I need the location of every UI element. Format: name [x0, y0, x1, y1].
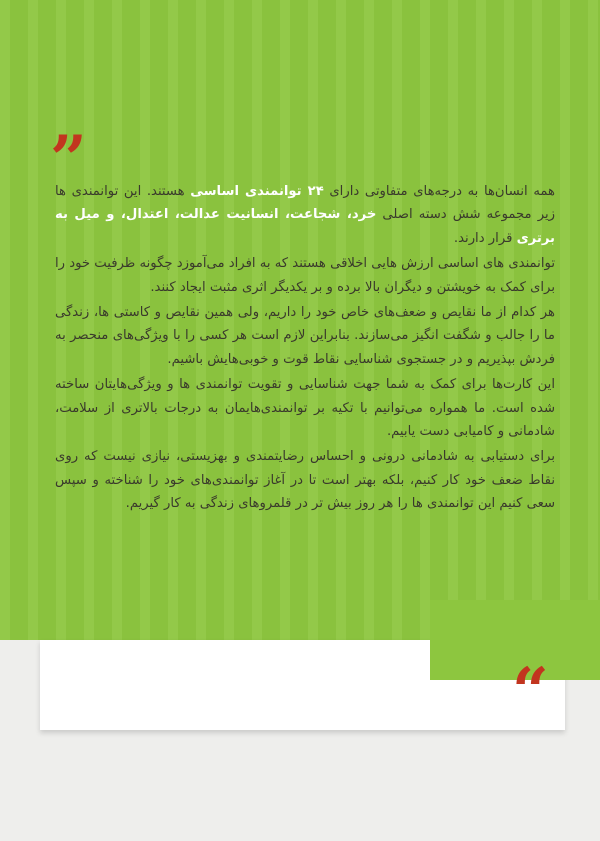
highlight-six-virtues: خرد، شجاعت، انسانیت عدالت، اعتدال، و میل به برتری — [55, 207, 555, 246]
intro-text — [55, 180, 555, 518]
opening-quote-mark: ” — [50, 122, 87, 197]
text-segment: هستند. این توانمندی ها زیر مجموعه شش دسته اصلی — [55, 184, 556, 223]
text-segment: همه انسان‌ها به درجه‌های متفاوتی دارای — [323, 184, 555, 199]
text-segment: هر کدام از ما نقایص و ضعف‌های خاص خود را داریم، ولی همین نقایص و کاستی ها، زندگی ما را جالب و شگفت انگیز می‌سازند. بنابراین لازم است هر کسی را با ویژگی‌های منحصر به فردش بپذیریم و در جستجوی شناسایی نقاط قوت و خوبی‌هایش باشیم. — [55, 305, 555, 367]
highlight-24-strengths: ۲۴ توانمندی اساسی — [190, 184, 324, 199]
paragraph-5 — [55, 445, 555, 515]
paragraph-4 — [55, 373, 555, 443]
text-segment: قرار دارند. — [453, 230, 517, 246]
paragraph-3 — [55, 301, 555, 371]
text-segment: برای دستیابی به شادمانی درونی و احساس رضایتمندی و بهزیستی، نیازی نیست که روی نقاط ضعف خود کار کنیم، بلکه بهتر است تا در آغاز توانمندی‌های خود را شناخته و سپس سعی کنیم این توانمندی ها را هر روز بیش تر در قلمروهای زندگی به کار گیریم. — [55, 449, 555, 512]
paragraph-1 — [55, 180, 555, 250]
paragraph-2 — [55, 252, 555, 299]
closing-quote-mark: “ — [512, 654, 549, 729]
text-segment: این کارت‌ها برای کمک به شما جهت شناسایی و تقویت توانمندی ها و ویژگی‌هایتان ساخته شده است. ما همواره می‌توانیم با تکیه بر توانمندی‌هایمان به درجات بالاتری از سلامت، شادمانی و کامیابی دست یابیم. — [55, 377, 555, 440]
text-segment: توانمندی های اساسی ارزش هایی اخلاقی هستند که به افراد می‌آموزد چگونه ظرفیت خود را برای کمک به خویشتن و دیگران بالا برده و بر یکدیگر اثری مثبت ایجاد کنند. — [55, 256, 555, 295]
